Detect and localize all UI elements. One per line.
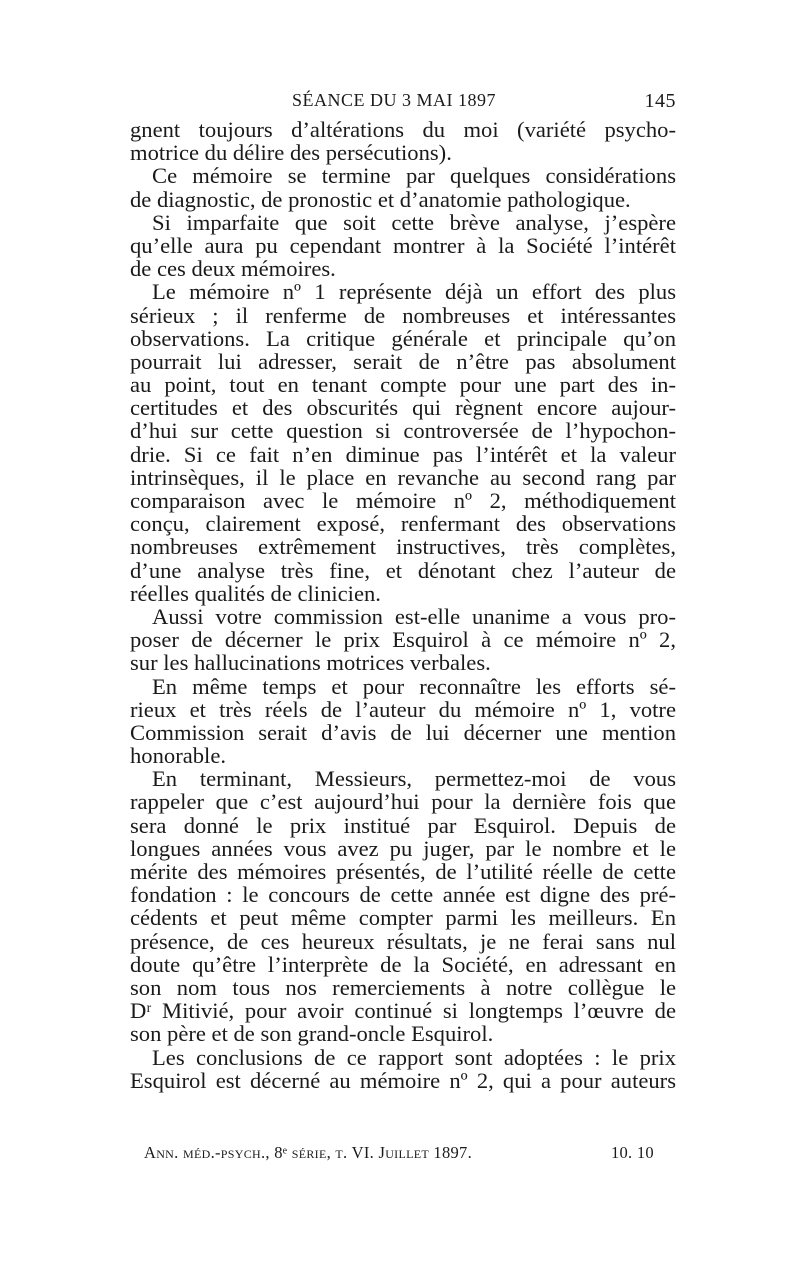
text-line: drie. Si ce fait n’en diminue pas l’intérêt et la valeur: [130, 441, 676, 467]
text-line: au point, tout en tenant compte pour une part des in-: [130, 372, 676, 398]
text-line: intrinsèques, il le place en revanche au second rang par: [130, 464, 676, 490]
text-line: d’hui sur cette question si controversée de l’hypochon-: [130, 418, 676, 444]
text-line: mérite des mémoires présentés, de l’utilité réelle de cette: [130, 859, 676, 884]
text-line: Les conclusions de ce rapport sont adoptées : le prix: [152, 1044, 676, 1070]
text-line: conçu, clairement exposé, renfermant des observations: [130, 511, 676, 537]
text-line: Ce mémoire se termine par quelques considérations: [152, 163, 676, 189]
text-line: rappeler que c’est aujourd’hui pour la dernière fois que: [130, 789, 676, 815]
text-line: nombreuses extrêmement instructives, très complètes,: [130, 534, 676, 560]
text-line: comparaison avec le mémoire nº 2, méthodiquement: [130, 488, 676, 513]
text-line: de diagnostic, de pronostic et d’anatomie pathologique.: [130, 186, 631, 212]
text-line: poser de décerner le prix Esquirol à ce mémoire nº 2,: [130, 627, 676, 653]
text-line: Dʳ Mitivié, pour avoir continué si longtemps l’œuvre de: [130, 998, 676, 1024]
text-line: présence, de ces heureux résultats, je ne ferai sans nul: [130, 928, 676, 954]
journal-reference: Ann. méd.-psych., 8ᵉ série, t. VI. Juillet 1897.: [144, 1143, 473, 1162]
text-line: Aussi votre commission est-elle unanime a vous pro-: [152, 603, 676, 629]
text-line: En même temps et pour reconnaître les efforts sé-: [152, 673, 676, 699]
page-footer: [144, 1143, 654, 1167]
text-line: observations. La critique générale et principale qu’on: [130, 325, 676, 351]
text-line: rieux et très réels de l’auteur du mémoire nº 1, votre: [130, 696, 676, 722]
text-line: sérieux ; il renferme de nombreuses et intéressantes: [130, 302, 676, 328]
body-text: [130, 118, 676, 1092]
text-line: pourrait lui adresser, serait de n’être pas absolument: [130, 348, 676, 374]
text-line: gnent toujours d’altérations du moi (variété psycho-: [130, 117, 676, 142]
text-line: motrice du délire des persécutions).: [130, 140, 452, 166]
text-line: certitudes et des obscurités qui règnent encore aujour-: [130, 395, 676, 421]
text-line: son père et de son grand-oncle Esquirol.: [130, 1021, 494, 1047]
page-number: 145: [644, 90, 676, 112]
text-line: Esquirol est décerné au mémoire nº 2, qui a pour auteurs: [130, 1067, 676, 1093]
text-line: Commission serait d’avis de lui décerner une mention: [130, 719, 676, 745]
running-head: SÉANCE DU 3 MAI 1897: [292, 90, 497, 110]
text-line: doute qu’être l’interprète de la Société, en adressant en: [130, 951, 676, 977]
text-line: qu’elle aura pu cependant montrer à la Société l’intérêt: [130, 232, 676, 258]
text-line: Le mémoire nº 1 représente déjà un effort des plus: [152, 279, 676, 305]
text-line: sur les hallucinations motrices verbales.: [130, 650, 491, 676]
text-line: cédents et peut même compter parmi les meilleurs. En: [130, 905, 676, 931]
text-line: de ces deux mémoires.: [130, 256, 336, 282]
text-line: Si imparfaite que soit cette brève analyse, j’espère: [152, 209, 676, 235]
text-line: d’une analyse très fine, et dénotant chez l’auteur de: [130, 557, 676, 583]
text-line: En terminant, Messieurs, permettez-moi de vous: [152, 766, 676, 792]
page-header: [130, 90, 676, 116]
text-line: sera donné le prix institué par Esquirol. Depuis de: [130, 812, 676, 838]
text-line: fondation : le concours de cette année est digne des pré-: [130, 882, 676, 908]
text-line: longues années vous avez pu juger, par le nombre et le: [130, 835, 676, 861]
signature-mark: 10. 10: [610, 1143, 654, 1162]
text-line: honorable.: [130, 743, 226, 769]
text-line: son nom tous nos remerciements à notre collègue le: [130, 974, 676, 1000]
text-line: réelles qualités de clinicien.: [130, 580, 381, 606]
